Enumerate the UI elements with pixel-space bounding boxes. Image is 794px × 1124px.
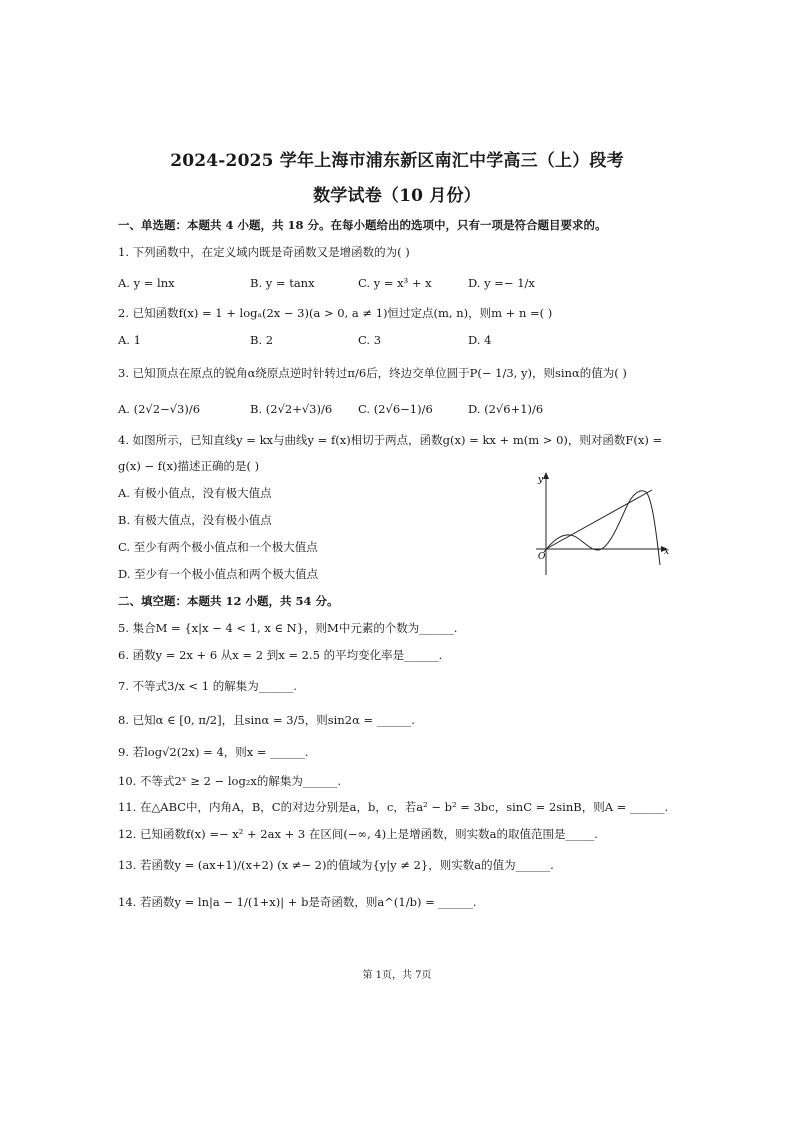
q3-option-c: C. (2√6−1)/6 <box>358 402 433 416</box>
q2-option-c: C. 3 <box>358 333 382 347</box>
exam-title-line2: 数学试卷（10 月份） <box>313 186 481 206</box>
q12: 12. 已知函数f(x) =− x² + 2ax + 3 在区间(−∞, 4)上是增函数，则实数a的取值范围是_____. <box>118 827 598 841</box>
q1-option-b: B. y = tanx <box>250 276 315 290</box>
q4-option-c: C. 至少有两个极小值点和一个极大值点 <box>118 540 318 554</box>
q4-option-d: D. 至少有一个极小值点和两个极大值点 <box>118 567 319 581</box>
q9: 9. 若log√2(2x) = 4，则x = ______. <box>118 745 309 759</box>
q2-stem: 2. 已知函数f(x) = 1 + logₐ(2x − 3)(a > 0, a ≠ 1)恒过定点(m, n)，则m + n =( ) <box>118 306 553 320</box>
origin-label: O <box>538 552 546 562</box>
q3-option-a: A. (2√2−√3)/6 <box>118 402 201 416</box>
section2-heading: 二、填空题：本题共 12 小题，共 54 分。 <box>118 594 339 608</box>
q1-option-d: D. y =− 1/x <box>468 276 535 290</box>
q4-stem-line2: g(x) − f(x)描述正确的是( ) <box>118 459 260 473</box>
q14: 14. 若函数y = ln|a − 1/(1+x)| + b是奇函数，则a^(1/b) = ______. <box>118 895 477 909</box>
q4-option-b: B. 有极大值点，没有极小值点 <box>118 513 272 527</box>
q8: 8. 已知α ∈ [0, π/2]，且sinα = 3/5，则sin2α = ______. <box>118 713 415 727</box>
q13: 13. 若函数y = (ax+1)/(x+2) (x ≠− 2)的值域为{y|y ≠ 2}，则实数a的值为______. <box>118 858 554 872</box>
curve-y-fx <box>544 491 660 565</box>
q2-option-b: B. 2 <box>250 333 274 347</box>
tangent-line-y-kx <box>546 490 652 549</box>
q6: 6. 函数y = 2x + 6 从x = 2 到x = 2.5 的平均变化率是______. <box>118 648 443 662</box>
q3-option-d: D. (2√6+1)/6 <box>468 402 544 416</box>
q2-option-a: A. 1 <box>118 333 141 347</box>
q1-option-c: C. y = x³ + x <box>358 276 432 290</box>
q3-stem: 3. 已知顶点在原点的锐角α绕原点逆时针转过π/6后，终边交单位圆于P(− 1/3, y)，则sinα的值为( ) <box>118 366 627 380</box>
page-footer: 第 1页，共 7页 <box>362 970 432 981</box>
q1-stem: 1. 下列函数中，在定义域内既是奇函数又是增函数的为( ) <box>118 245 410 259</box>
x-axis-label: x <box>664 547 670 557</box>
exam-title-line1: 2024-2025 学年上海市浦东新区南汇中学高三（上）段考 <box>170 151 624 171</box>
q2-option-d: D. 4 <box>468 333 492 347</box>
q10: 10. 不等式2ˣ ≥ 2 − log₂x的解集为______. <box>118 774 342 788</box>
q4-function-graph <box>530 470 675 580</box>
section1-heading: 一、单选题：本题共 4 小题，共 18 分。在每小题给出的选项中，只有一项是符合题目要求的。 <box>118 218 607 232</box>
y-axis-arrow <box>543 472 549 479</box>
q1-option-a: A. y = lnx <box>118 276 175 290</box>
q4-option-a: A. 有极小值点，没有极大值点 <box>118 486 272 500</box>
q3-option-b: B. (2√2+√3)/6 <box>250 402 333 416</box>
y-axis-label: y <box>538 475 544 485</box>
q4-stem-line1: 4. 如图所示，已知直线y = kx与曲线y = f(x)相切于两点，函数g(x) = kx + m(m > 0)，则对函数F(x) = <box>118 433 663 447</box>
q11: 11. 在△ABC中，内角A，B，C的对边分别是a，b，c，若a² − b² = 3bc，sinC = 2sinB，则A = ______. <box>118 800 669 814</box>
q5: 5. 集合M = {x|x − 4 < 1, x ∈ N}，则M中元素的个数为______. <box>118 621 458 635</box>
q7: 7. 不等式3/x < 1 的解集为______. <box>118 679 297 693</box>
